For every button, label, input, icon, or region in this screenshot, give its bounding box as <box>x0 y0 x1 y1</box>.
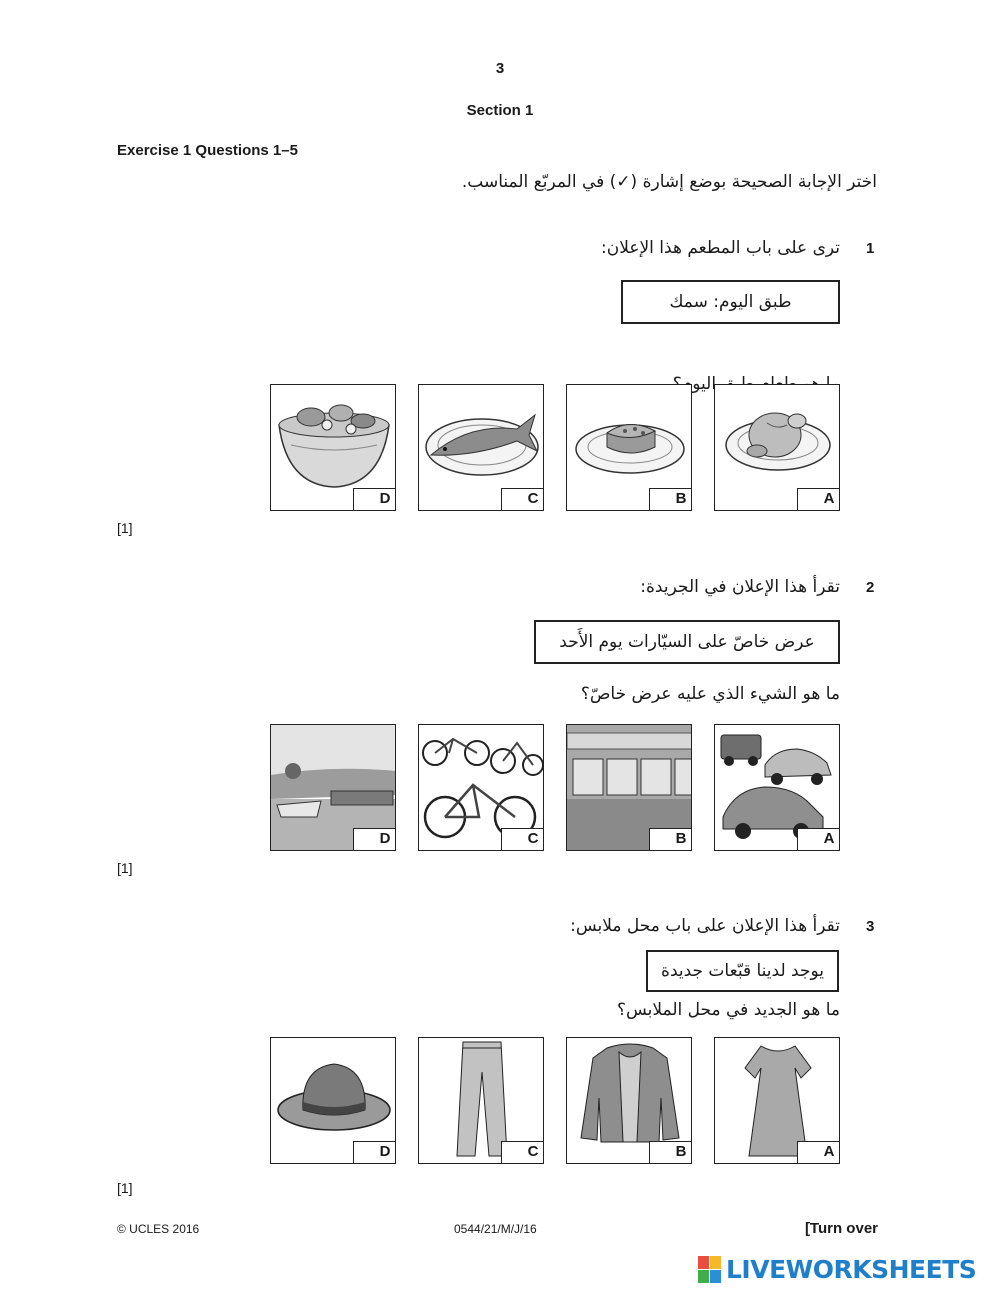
option-card-b <box>566 724 692 851</box>
notice-box: يوجد لدينا قبّعات جديدة <box>646 950 839 992</box>
answer-checkbox-b[interactable] <box>649 1141 671 1163</box>
option-card-c <box>418 724 544 851</box>
paper-code: 0544/21/M/J/16 <box>454 1222 537 1236</box>
instruction-text: اختر الإجابة الصحيحة بوضع إشارة (✓) في المربّع المناسب. <box>461 172 877 192</box>
option-card-c <box>418 1037 544 1164</box>
section-title: Section 1 <box>466 102 534 119</box>
option-letter: D <box>375 488 395 510</box>
option-letter: D <box>375 1141 395 1163</box>
option-letter: B <box>671 828 691 850</box>
liveworksheets-logo <box>698 1255 976 1284</box>
question-text: اليوم؟ <box>672 374 717 394</box>
option-card-b <box>566 1037 692 1164</box>
answer-checkbox-a[interactable] <box>797 1141 819 1163</box>
answer-checkbox-b[interactable] <box>649 828 671 850</box>
option-card-d <box>270 1037 396 1164</box>
option-letter: C <box>523 828 543 850</box>
page-number: 3 <box>495 60 505 77</box>
option-letter: C <box>523 1141 543 1163</box>
answer-checkbox-b[interactable] <box>649 488 671 510</box>
answer-checkbox-d[interactable] <box>353 488 375 510</box>
question-prompt: تقرأ هذا الإعلان على باب محل ملابس: <box>570 916 840 936</box>
brand-name: LIVEWORKSHEETS <box>726 1255 977 1284</box>
turn-over: [Turn over <box>804 1220 878 1237</box>
mark-label: [1] <box>117 1180 133 1196</box>
copyright: © UCLES 2016 <box>117 1222 200 1236</box>
question-prompt: ترى على باب المطعم هذا الإعلان: <box>600 238 840 258</box>
question-number: 2 <box>866 579 875 596</box>
exercise-title: Exercise 1 Questions 1–5 <box>117 142 298 159</box>
answer-checkbox-c[interactable] <box>501 1141 523 1163</box>
option-card-d <box>270 384 396 511</box>
question-prompt: تقرأ هذا الإعلان في الجريدة: <box>640 577 840 597</box>
question-text: ما هو الشيء الذي عليه عرض خاصّ؟ <box>580 684 840 704</box>
answer-checkbox-a[interactable] <box>797 488 819 510</box>
notice-box: عرض خاصّ على السيّارات يوم الأَحد <box>534 620 840 664</box>
answer-checkbox-d[interactable] <box>353 828 375 850</box>
option-card-a <box>714 384 840 511</box>
option-card-a <box>714 724 840 851</box>
notice-box: طبق اليوم: سمك <box>621 280 840 324</box>
option-letter: D <box>375 828 395 850</box>
logo-blocks-icon <box>698 1256 722 1284</box>
answer-checkbox-a[interactable] <box>797 828 819 850</box>
question-number: 1 <box>866 240 875 257</box>
answer-checkbox-c[interactable] <box>501 488 523 510</box>
question-number: 3 <box>866 918 875 935</box>
mark-label: [1] <box>117 860 133 876</box>
option-letter: A <box>819 1141 839 1163</box>
option-letter: B <box>671 1141 691 1163</box>
option-letter: A <box>819 828 839 850</box>
option-card-d <box>270 724 396 851</box>
option-card-b <box>566 384 692 511</box>
option-card-a <box>714 1037 840 1164</box>
mark-label: [1] <box>117 520 133 536</box>
answer-checkbox-d[interactable] <box>353 1141 375 1163</box>
answer-checkbox-c[interactable] <box>501 828 523 850</box>
question-text: ما هو الجديد في محل الملابس؟ <box>616 1000 840 1020</box>
option-card-c <box>418 384 544 511</box>
option-letter: A <box>819 488 839 510</box>
option-letter: B <box>671 488 691 510</box>
option-letter: C <box>523 488 543 510</box>
